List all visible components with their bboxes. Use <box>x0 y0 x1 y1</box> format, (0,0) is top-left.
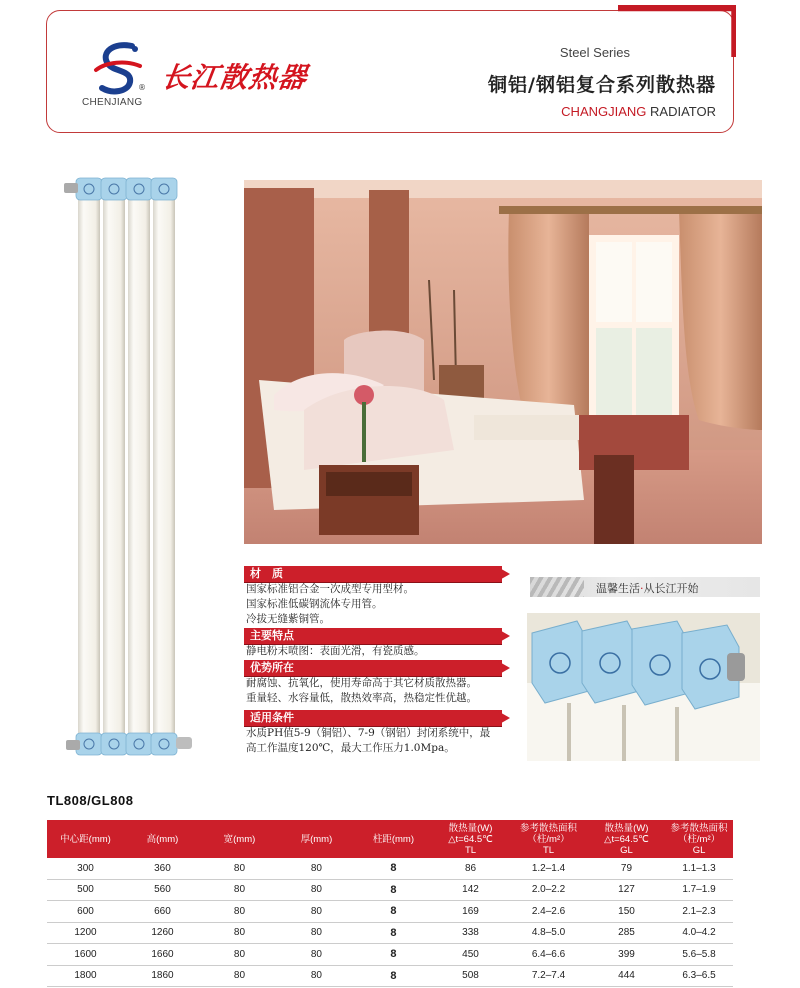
table-cell: 80 <box>278 858 355 879</box>
table-cell: 80 <box>278 965 355 987</box>
table-header-line: TL <box>542 844 555 856</box>
table-cell: 1200 <box>47 922 124 944</box>
brand-name-cn: 长江散热器 <box>159 61 310 94</box>
table-cell: 80 <box>278 944 355 966</box>
table-cell: 80 <box>278 879 355 901</box>
table-header-line: 宽(mm) <box>223 833 256 845</box>
table-cell: 2.0–2.2 <box>509 879 588 901</box>
table-cell: 600 <box>47 901 124 923</box>
table-header-line: △t=64.5℃ <box>448 833 493 845</box>
table-cell: 338 <box>432 922 509 944</box>
table-cell: 150 <box>588 901 665 923</box>
subtitle-brand: CHANGJIANG <box>561 104 647 119</box>
material-line: 国家标准铝合金一次成型专用型材。 <box>246 583 414 595</box>
section-material <box>244 566 502 627</box>
brand-logo-icon <box>92 40 144 96</box>
table-header-line: GL <box>620 844 633 856</box>
table-cell: 4.8–5.0 <box>509 922 588 944</box>
registered-mark: ® <box>138 83 146 92</box>
table-cell: 8 <box>355 965 432 987</box>
section-conditions-heading: 适用条件 <box>244 710 502 726</box>
table-header-cell <box>509 820 588 858</box>
table-header-cell <box>355 820 432 858</box>
table-header-line: 参考散热面积 <box>519 822 577 834</box>
slogan-right: 从长江开始 <box>643 582 699 595</box>
table-cell: 86 <box>432 858 509 879</box>
table-row <box>47 879 733 901</box>
table-cell: 399 <box>588 944 665 966</box>
table-cell: 7.2–7.4 <box>509 965 588 987</box>
table-row <box>47 901 733 923</box>
table-header-line: 厚(mm) <box>300 833 333 845</box>
conditions-line: 水质PH值5-9（铜铝）、7-9（钢铝）封闭系统中，最 <box>246 727 491 739</box>
slogan-stripes <box>530 577 584 597</box>
conditions-line: 高工作温度120℃，最大工作压力1.0Mpa。 <box>246 742 455 754</box>
table-cell: 8 <box>355 944 432 966</box>
table-cell: 4.0–4.2 <box>665 922 733 944</box>
table-row <box>47 922 733 944</box>
brand-name-en: CHENJIANG <box>82 97 143 108</box>
table-cell: 500 <box>47 879 124 901</box>
table-cell: 6.4–6.6 <box>509 944 588 966</box>
table-cell: 444 <box>588 965 665 987</box>
table-row <box>47 965 733 987</box>
table-header-line: 中心距(mm) <box>60 833 111 845</box>
table-cell: 169 <box>432 901 509 923</box>
model-number: TL808/GL808 <box>47 793 134 808</box>
table-cell: 1600 <box>47 944 124 966</box>
table-cell: 80 <box>201 901 278 923</box>
page-subtitle <box>561 104 716 119</box>
table-cell: 80 <box>201 879 278 901</box>
spec-table <box>47 820 733 987</box>
table-cell: 1.1–1.3 <box>665 858 733 879</box>
table-header-line: 散热量(W) <box>604 822 649 834</box>
table-header-cell <box>278 820 355 858</box>
features-line: 静电粉末喷图：表面光滑，有瓷质感。 <box>246 645 425 657</box>
table-cell: 508 <box>432 965 509 987</box>
table-cell: 142 <box>432 879 509 901</box>
table-cell: 80 <box>201 944 278 966</box>
table-cell: 80 <box>278 901 355 923</box>
table-cell: 1260 <box>124 922 201 944</box>
table-header-line: （柱/m²） <box>527 833 570 845</box>
table-header-line: TL <box>464 844 477 856</box>
table-cell: 660 <box>124 901 201 923</box>
table-cell: 300 <box>47 858 124 879</box>
table-header-line: 散热量(W) <box>448 822 493 834</box>
table-cell: 8 <box>355 858 432 879</box>
table-cell: 127 <box>588 879 665 901</box>
table-header-line: 柱距(mm) <box>372 833 414 845</box>
table-header-line: 高(mm) <box>146 833 179 845</box>
table-header-cell <box>124 820 201 858</box>
table-cell: 560 <box>124 879 201 901</box>
table-header-row <box>47 820 733 858</box>
slogan-text <box>596 580 699 596</box>
subtitle-product: RADIATOR <box>646 104 716 119</box>
table-cell: 285 <box>588 922 665 944</box>
table-cell: 79 <box>588 858 665 879</box>
table-cell: 80 <box>201 965 278 987</box>
table-header-cell <box>47 820 124 858</box>
section-advantages <box>244 660 502 706</box>
material-line: 国家标准低碳钢流体专用管。 <box>246 598 383 610</box>
section-features-heading: 主要特点 <box>244 628 502 644</box>
material-line: 冷拔无缝紫铜管。 <box>246 613 330 625</box>
table-row <box>47 944 733 966</box>
slogan-banner <box>530 577 760 597</box>
table-cell: 450 <box>432 944 509 966</box>
table-header-line: 参考散热面积 <box>670 822 728 834</box>
table-cell: 2.1–2.3 <box>665 901 733 923</box>
table-row <box>47 858 733 879</box>
radiator-detail-photo <box>527 613 760 761</box>
table-header-cell <box>588 820 665 858</box>
table-header-line: GL <box>692 844 706 856</box>
advantages-line: 重量轻、水容量低，散热效率高，热稳定性优越。 <box>246 692 477 704</box>
radiator-product-image <box>56 170 206 770</box>
table-cell: 80 <box>201 922 278 944</box>
table-header-cell <box>665 820 733 858</box>
section-conditions <box>244 710 502 756</box>
table-cell: 1800 <box>47 965 124 987</box>
table-header-cell <box>201 820 278 858</box>
table-cell: 6.3–6.5 <box>665 965 733 987</box>
table-cell: 8 <box>355 922 432 944</box>
series-label: Steel Series <box>559 45 630 60</box>
table-header-cell <box>432 820 509 858</box>
slogan-left: 温馨生活 <box>596 582 640 595</box>
section-material-heading: 材 质 <box>244 566 502 582</box>
table-cell: 8 <box>355 901 432 923</box>
table-header-line: （柱/m²） <box>677 833 721 845</box>
table-header-line: △t=64.5℃ <box>604 833 649 845</box>
table-cell: 1.2–1.4 <box>509 858 588 879</box>
page-title: 铜铝/钢铝复合系列散热器 <box>488 74 716 96</box>
table-cell: 360 <box>124 858 201 879</box>
table-cell: 1660 <box>124 944 201 966</box>
advantages-line: 耐腐蚀、抗氧化，使用寿命高于其它材质散热器。 <box>246 677 477 689</box>
table-body <box>47 858 733 987</box>
table-cell: 1860 <box>124 965 201 987</box>
table-cell: 8 <box>355 879 432 901</box>
table-cell: 80 <box>201 858 278 879</box>
table-cell: 5.6–5.8 <box>665 944 733 966</box>
section-features <box>244 628 502 659</box>
section-advantages-heading: 优势所在 <box>244 660 502 676</box>
bedroom-photo <box>244 180 762 544</box>
slogan-dot: · <box>640 582 644 595</box>
table-cell: 80 <box>278 922 355 944</box>
table-cell: 2.4–2.6 <box>509 901 588 923</box>
table-cell: 1.7–1.9 <box>665 879 733 901</box>
